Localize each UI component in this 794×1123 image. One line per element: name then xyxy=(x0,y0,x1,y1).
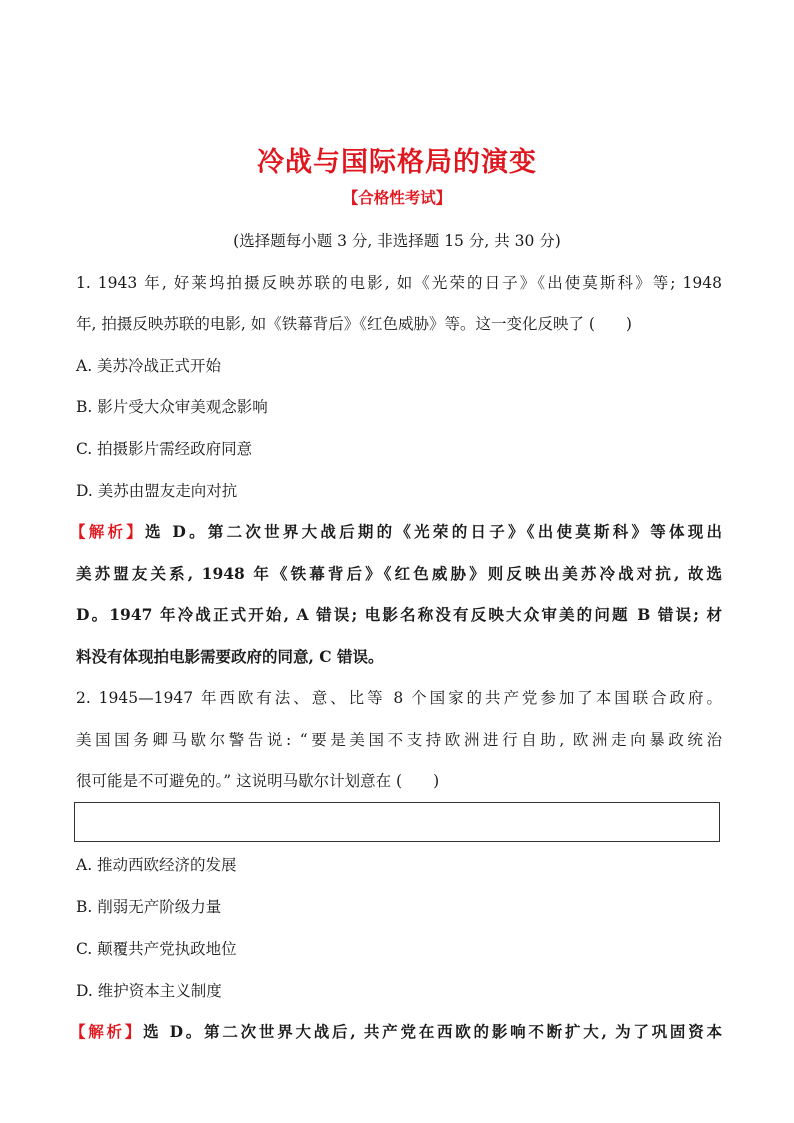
q2-stem-line-1: 2. 1945—1947 年西欧有法、意、比等 8 个国家的共产党参加了本国联合政府。 xyxy=(76,689,722,707)
q1-analysis-text-1: 选 D。第二次世界大战后期的《光荣的日子》《出使莫斯科》等体现出 xyxy=(145,522,722,541)
q1-analysis-line-2: 美苏盟友关系, 1948 年《铁幕背后》《红色威胁》则反映出美苏冷战对抗, 故选 xyxy=(76,564,722,583)
answer-box[interactable] xyxy=(74,802,720,842)
q1-stem-line-2: 年, 拍摄反映苏联的电影, 如《铁幕背后》《红色威胁》等。这一变化反映了 ( ) xyxy=(76,315,632,333)
q1-analysis-line-3: D。1947 年冷战正式开始, A 错误; 电影名称没有反映大众审美的问题 B 错误; 材 xyxy=(76,605,722,624)
page-title: 冷战与国际格局的演变 xyxy=(257,147,537,178)
q1-option-a: A. 美苏冷战正式开始 xyxy=(76,357,222,375)
q2-stem-line-3: 很可能是不可避免的。” 这说明马歇尔计划意在 ( ) xyxy=(76,772,440,790)
q1-option-b: B. 影片受大众审美观念影响 xyxy=(76,398,268,416)
q2-analysis-text-1: 选 D。第二次世界大战后, 共产党在西欧的影响不断扩大, 为了巩固资本 xyxy=(143,1022,722,1041)
q2-analysis-label: 【解析】 xyxy=(70,1022,144,1041)
q2-option-a: A. 推动西欧经济的发展 xyxy=(76,856,237,874)
q1-stem-line-1: 1. 1943 年, 好莱坞拍摄反映苏联的电影, 如《光荣的日子》《出使莫斯科》等; 1948 xyxy=(76,274,722,292)
score-note: (选择题每小题 3 分, 非选择题 15 分, 共 30 分) xyxy=(233,232,561,250)
q1-analysis-label: 【解析】 xyxy=(70,522,146,541)
q2-analysis-line-1 xyxy=(70,1021,722,1043)
q1-analysis-line-1 xyxy=(70,521,722,543)
q1-option-c: C. 拍摄影片需经政府同意 xyxy=(76,440,253,458)
exam-type-label: 【合格性考试】 xyxy=(342,188,452,207)
q2-option-b: B. 削弱无产阶级力量 xyxy=(76,898,222,916)
q1-option-d: D. 美苏由盟友走向对抗 xyxy=(76,482,238,500)
q2-option-d: D. 维护资本主义制度 xyxy=(76,982,222,1000)
q2-option-c: C. 颠覆共产党执政地位 xyxy=(76,940,237,958)
q2-stem-line-2: 美国国务卿马歇尔警告说: “要是美国不支持欧洲进行自助, 欧洲走向暴政统治 xyxy=(76,731,722,749)
q1-analysis-line-4: 料没有体现拍电影需要政府的同意, C 错误。 xyxy=(76,647,384,666)
